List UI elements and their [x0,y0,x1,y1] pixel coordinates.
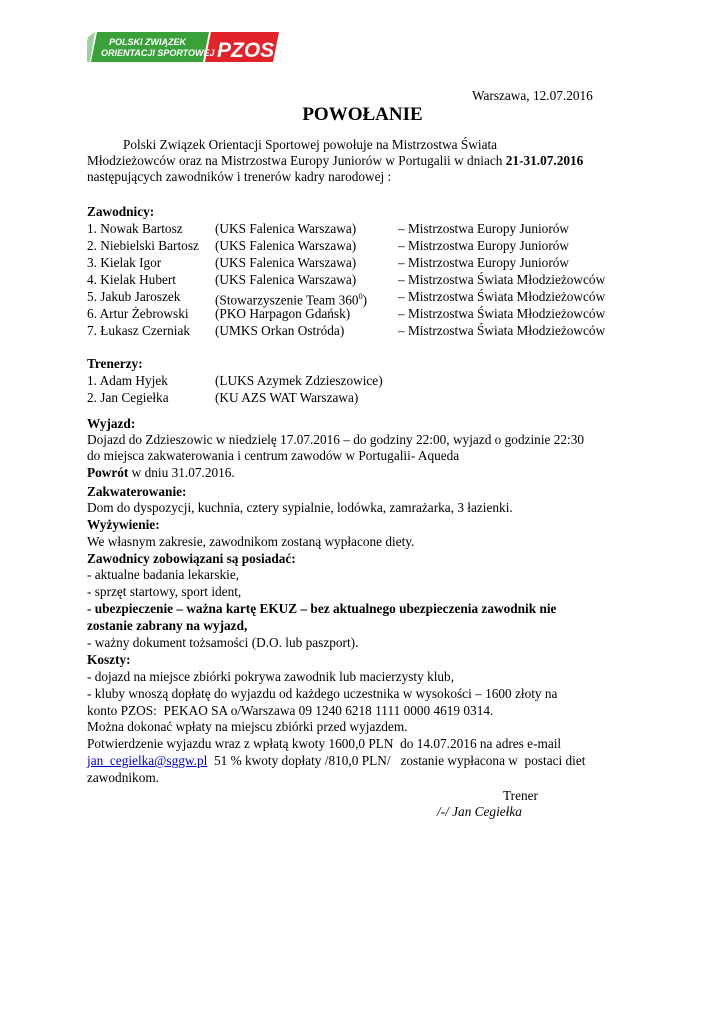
coach-name: 2. Jan Cegiełka [87,390,169,405]
coach-club: (LUKS Azymek Zdzieszowice) [215,373,383,388]
athlete-name: 7. Łukasz Czerniak [87,323,191,338]
athlete-event: – Mistrzostwa Europy Juniorów [398,221,569,236]
intro-dates: 21-31.07.2016 [505,153,584,168]
required-item-3b: zostanie zabrany na wyjazd, [87,618,248,633]
athlete-name: 2. Niebielski Bartosz [87,238,199,253]
athlete-event: – Mistrzostwa Europy Juniorów [398,238,569,253]
costs-line-6: jan_cegielka@sggw.pl 51 % kwoty dopłaty /810,0 PLN/ zostanie wypłacona w postaci diet [87,753,586,768]
intro-line-2: Młodzieżowców oraz na Mistrzostwa Europy Juniorów w Portugalii w dniach 21-31.07.2016 [87,153,584,168]
coaches-heading: Trenerzy: [87,356,143,371]
costs-line-2: - kluby wnoszą dopłatę do wyjazdu od każdego uczestnika w wysokości – 1600 złoty na [87,686,558,701]
costs-line-7: zawodnikom. [87,770,160,785]
costs-heading: Koszty: [87,652,131,667]
document-title: POWOŁANIE [302,104,423,125]
athlete-name: 4. Kielak Hubert [87,272,176,287]
food-heading: Wyżywienie: [87,517,160,532]
costs-line-3: konto PZOS: PEKAO SA o/Warszawa 09 1240 6218 1111 0000 4619 0314. [87,703,494,718]
required-item-1: - aktualne badania lekarskie, [87,567,240,582]
logo-line1: POLSKI ZWIĄZEK [109,37,186,47]
required-item-3a: - ubezpieczenie – ważna kartę EKUZ – bez aktualnego ubezpieczenia zawodnik nie [87,601,557,616]
athlete-club: (UKS Falenica Warszawa) [215,238,357,253]
athlete-name: 3. Kielak Igor [87,255,162,270]
travel-heading: Wyjazd: [87,416,136,431]
athlete-club: (UKS Falenica Warszawa) [215,221,357,236]
lodging-heading: Zakwaterowanie: [87,484,187,499]
athlete-name: 5. Jakub Jaroszek [87,289,181,304]
coach-name: 1. Adam Hyjek [87,373,168,388]
intro-line-1: Polski Związek Orientacji Sportowej powołuje na Mistrzostwa Świata [123,137,498,152]
athletes-heading: Zawodnicy: [87,204,155,219]
required-heading: Zawodnicy zobowiązani są posiadać: [87,551,296,566]
athlete-club: (UKS Falenica Warszawa) [215,255,357,270]
pzos-logo [87,28,282,66]
costs-line-4: Można dokonać wpłaty na miejscu zbiórki przed wyjazdem. [87,719,408,734]
athlete-name: 6. Artur Żebrowski [87,306,189,321]
athlete-name: 1. Nowak Bartosz [87,221,183,236]
logo-line2: ORIENTACJI SPORTOWEJ [101,48,215,58]
email-link[interactable]: jan_cegielka@sggw.pl [87,753,208,768]
lodging-text: Dom do dyspozycji, kuchnia, cztery sypialnie, lodówka, zamrażarka, 3 łazienki. [87,500,513,515]
costs-line-5: Potwierdzenie wyjazdu wraz z wpłatą kwoty 1600,0 PLN do 14.07.2016 na adres e-mail [87,736,562,751]
document-date: Warszawa, 12.07.2016 [472,88,593,103]
signature-name: /-/ Jan Cegiełka [437,804,522,819]
travel-line-2: do miejsca zakwaterowania i centrum zawodów w Portugalii- Aqueda [87,448,460,463]
travel-line-1: Dojazd do Zdzieszowic w niedzielę 17.07.2016 – do godziny 22:00, wyjazd o godzinie 22:30 [87,432,585,447]
intro-line-3: następujących zawodników i trenerów kadry narodowej : [87,169,392,184]
athlete-club: (UMKS Orkan Ostróda) [215,323,345,338]
food-text: We własnym zakresie, zawodnikom zostaną wypłacone diety. [87,534,415,549]
athlete-event: – Mistrzostwa Świata Młodzieżowców [398,272,606,287]
athlete-club: (UKS Falenica Warszawa) [215,272,357,287]
required-item-2: - sprzęt startowy, sport ident, [87,584,242,599]
athlete-event: – Mistrzostwa Świata Młodzieżowców [398,289,606,304]
signature-role: Trener [503,788,538,803]
coach-club: (KU AZS WAT Warszawa) [215,390,359,405]
athlete-event: – Mistrzostwa Europy Juniorów [398,255,569,270]
travel-return: Powrót w dniu 31.07.2016. [87,465,235,480]
athlete-event: – Mistrzostwa Świata Młodzieżowców [398,323,606,338]
athlete-event: – Mistrzostwa Świata Młodzieżowców [398,306,606,321]
required-item-4: - ważny dokument tożsamości (D.O. lub paszport). [87,635,359,650]
athlete-club: (Stowarzyszenie Team $360^0$) [215,292,368,308]
logo-abbr: PZOS [217,39,275,62]
athlete-club: (PKO Harpagon Gdańsk) [215,306,351,321]
costs-line-1: - dojazd na miejsce zbiórki pokrywa zawodnik lub macierzysty klub, [87,669,455,684]
